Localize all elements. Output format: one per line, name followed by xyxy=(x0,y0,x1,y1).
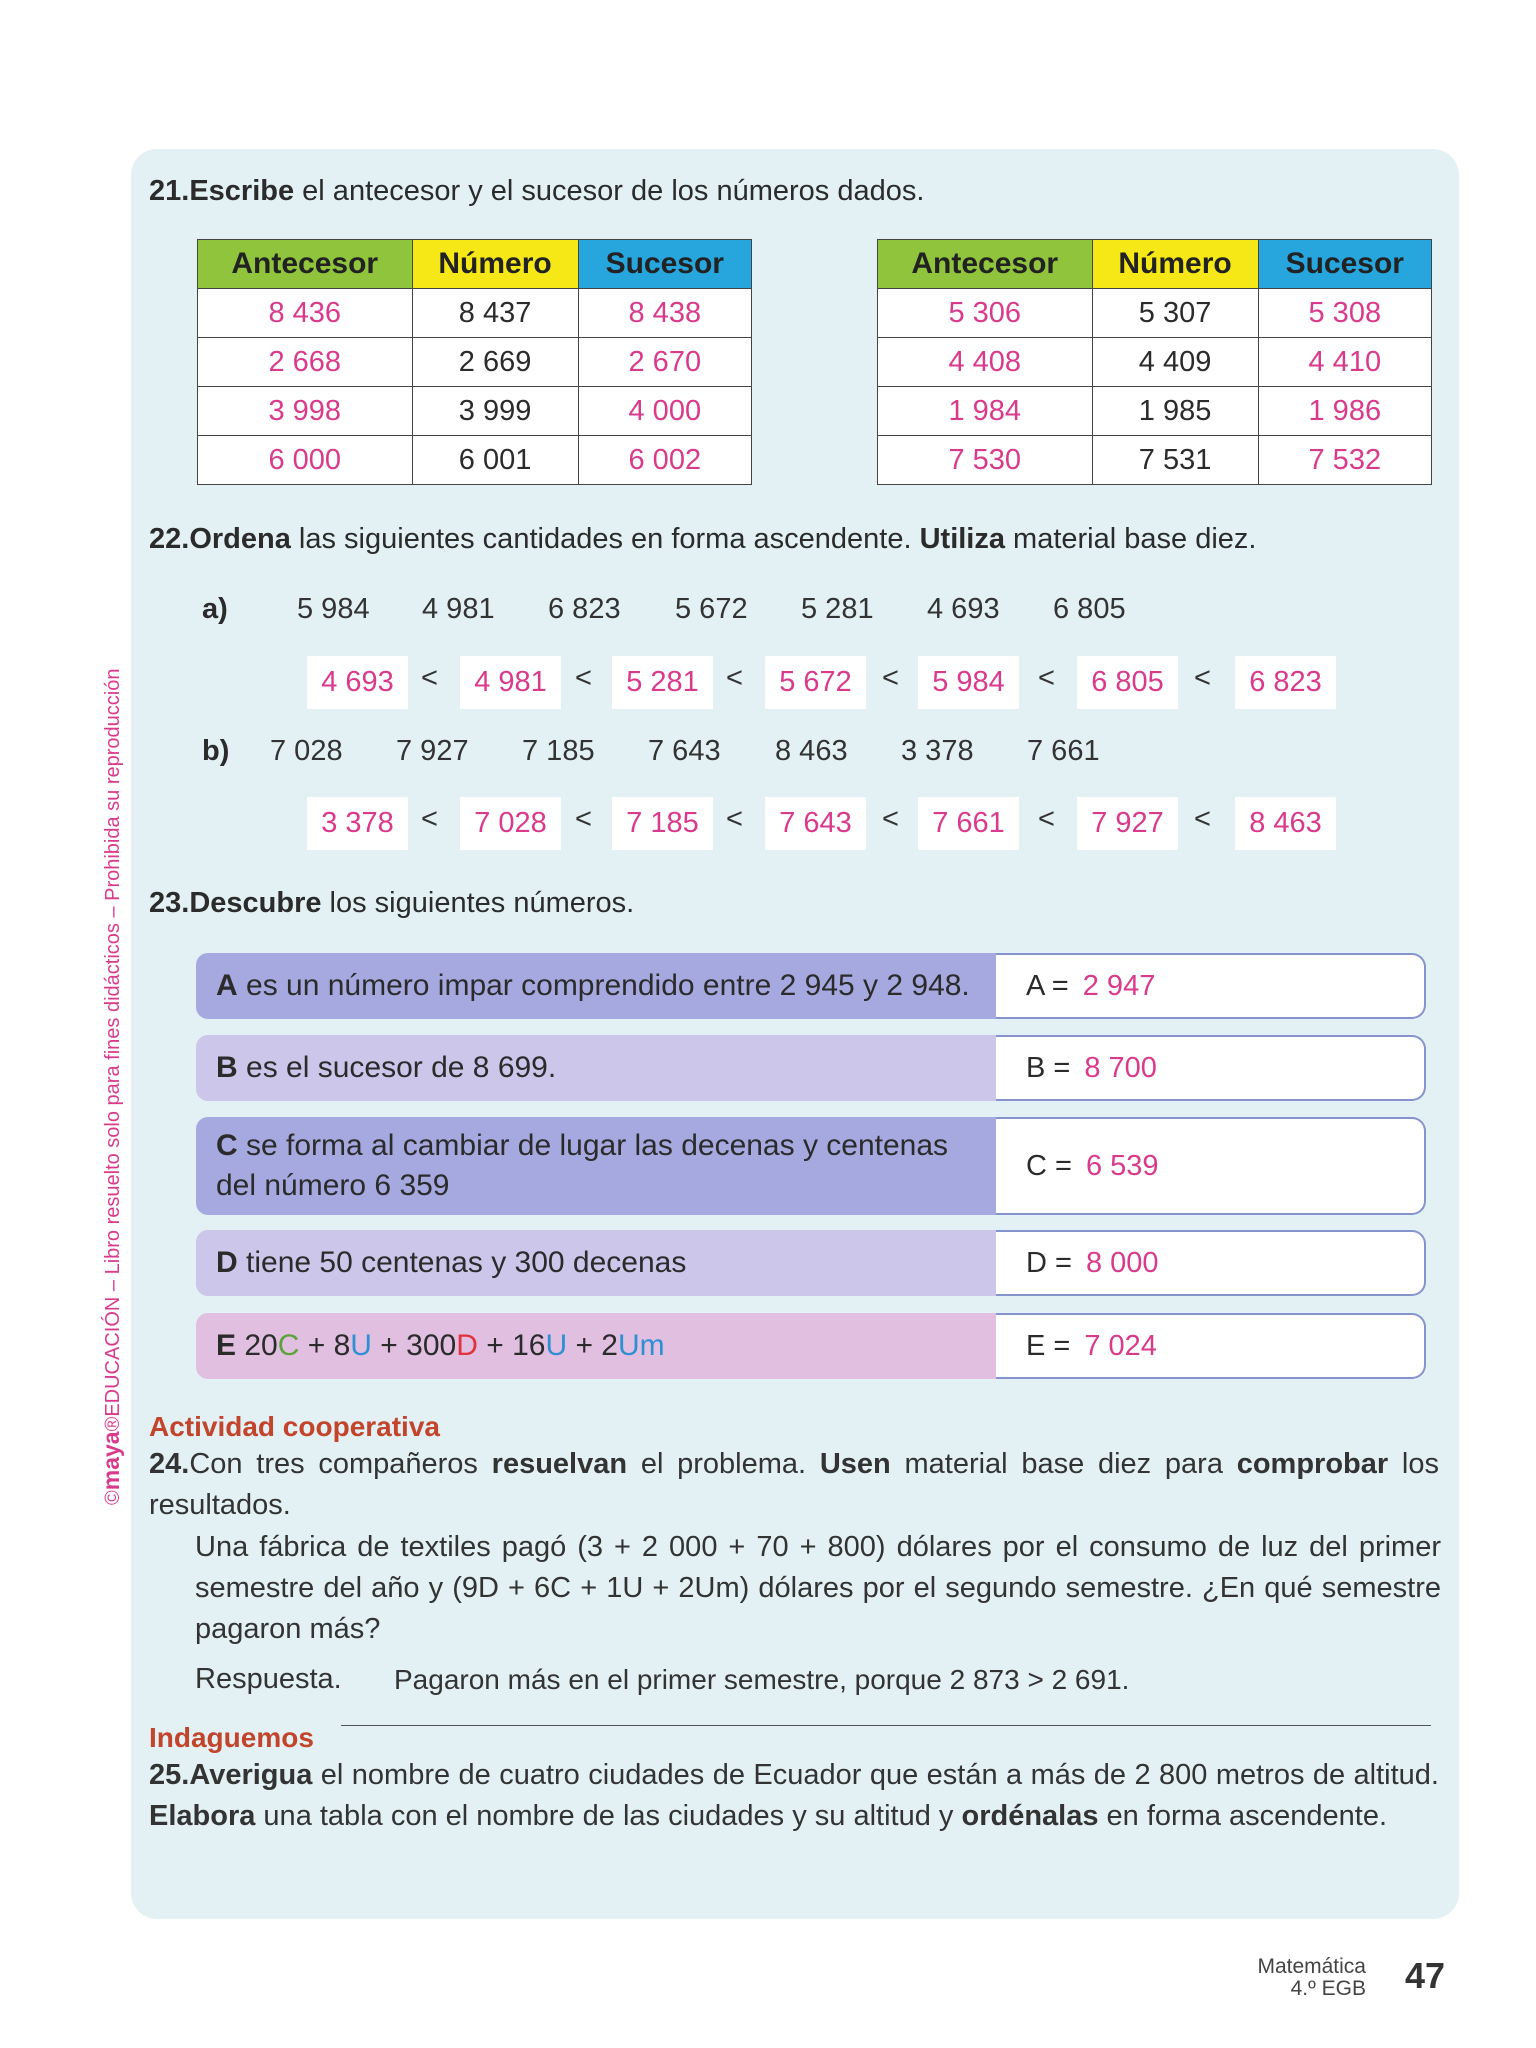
q24-text: el problema. xyxy=(627,1448,820,1480)
answer-d xyxy=(996,1230,1426,1296)
copyright-sidebar xyxy=(98,669,125,1505)
cell-antecesor: 1 984 xyxy=(878,387,1093,436)
q24-bold: comprobar xyxy=(1236,1448,1389,1480)
q21-heading xyxy=(149,171,924,211)
less-than-sign: < xyxy=(575,662,592,694)
clue-part-u: U xyxy=(350,1329,372,1362)
answer-a xyxy=(996,953,1426,1019)
clue-part: + 300 xyxy=(371,1329,457,1362)
q21-number: 21. xyxy=(149,175,190,207)
footer-subject-name: Matemática xyxy=(1257,1955,1366,1978)
less-than-sign: < xyxy=(1038,803,1055,835)
q24-answer: Pagaron más en el primer semestre, porque 2 873 > 2 691. xyxy=(394,1664,1130,1695)
q23-row-c xyxy=(196,1117,1426,1215)
cell-numero: 2 669 xyxy=(412,338,578,387)
clue-part-u: U xyxy=(545,1329,568,1362)
less-than-sign: < xyxy=(575,803,592,835)
registered-mark: ® xyxy=(102,1416,124,1432)
q22b-answer-box: 7 185 xyxy=(612,797,713,850)
table-row xyxy=(878,387,1432,436)
header-antecesor: Antecesor xyxy=(198,240,413,289)
clue-d xyxy=(196,1230,1008,1296)
q23-heading xyxy=(149,883,634,923)
clue-text: es el sucesor de 8 699. xyxy=(237,1051,557,1084)
header-sucesor: Sucesor xyxy=(578,240,751,289)
q24-text: los resultados. xyxy=(149,1448,1439,1521)
q21-table-right xyxy=(877,239,1432,485)
cell-antecesor: 8 436 xyxy=(198,289,413,338)
clue-part-c: C xyxy=(277,1329,300,1362)
answer-label: C = xyxy=(1026,1149,1072,1182)
q24-bold: Usen xyxy=(819,1448,891,1480)
less-than-sign: < xyxy=(1194,662,1211,694)
q22-number: 22. xyxy=(149,523,190,555)
answer-label: B = xyxy=(1026,1051,1071,1084)
q22a-number: 6 805 xyxy=(1053,593,1126,625)
q25-bold: ordénalas xyxy=(961,1800,1099,1832)
q21-verb: Escribe xyxy=(189,175,295,207)
less-than-sign: < xyxy=(421,803,438,835)
q22a-number: 5 281 xyxy=(801,593,874,625)
clue-c xyxy=(196,1117,1008,1215)
cell-sucesor: 6 002 xyxy=(578,436,751,485)
q23-number: 23. xyxy=(149,887,190,919)
cell-numero: 4 409 xyxy=(1092,338,1258,387)
q22a-number: 5 672 xyxy=(675,593,748,625)
q25-bold: Averigua xyxy=(189,1759,313,1791)
q23-verb: Descubre xyxy=(189,887,322,919)
answer-e xyxy=(996,1313,1426,1379)
q24-text: Con tres compañeros xyxy=(189,1448,492,1480)
q25-text: el nombre de cuatro ciudades de Ecuador que están a más de 2 800 metros de altitud. xyxy=(312,1759,1439,1791)
q22b-answer-box: 3 378 xyxy=(307,797,408,850)
q23-text: los siguientes números. xyxy=(321,887,635,919)
q23-row-d xyxy=(196,1230,1426,1296)
cell-sucesor: 5 308 xyxy=(1258,289,1431,338)
q22b-answer-box: 8 463 xyxy=(1235,797,1336,850)
clue-part: + 2 xyxy=(567,1329,618,1362)
q22-verb: Ordena xyxy=(189,523,291,555)
cell-sucesor: 7 532 xyxy=(1258,436,1431,485)
clue-text: tiene 50 centenas y 300 decenas xyxy=(237,1246,687,1279)
header-numero: Número xyxy=(412,240,578,289)
footer-subject xyxy=(1257,1956,1366,2000)
cell-antecesor: 3 998 xyxy=(198,387,413,436)
q22a-number: 6 823 xyxy=(548,593,621,625)
q24-number: 24. xyxy=(149,1448,190,1480)
q22-verb2: Utiliza xyxy=(919,523,1005,555)
cell-antecesor: 7 530 xyxy=(878,436,1093,485)
cell-numero: 6 001 xyxy=(412,436,578,485)
q25-instructions xyxy=(149,1755,1439,1837)
answer-value: 8 700 xyxy=(1084,1051,1157,1084)
q22a-answer-box: 5 672 xyxy=(765,656,866,709)
section-indaguemos: Indaguemos xyxy=(149,1722,314,1753)
clue-part: + 16 xyxy=(477,1329,546,1362)
table-row xyxy=(878,436,1432,485)
table-row xyxy=(198,436,752,485)
clue-letter: A xyxy=(216,969,238,1002)
page-number: 47 xyxy=(1405,1955,1446,1996)
clue-letter: E xyxy=(216,1329,237,1362)
cell-antecesor: 2 668 xyxy=(198,338,413,387)
cell-numero: 8 437 xyxy=(412,289,578,338)
answer-b xyxy=(996,1035,1426,1101)
q22b-number: 7 185 xyxy=(522,735,595,767)
cell-antecesor: 6 000 xyxy=(198,436,413,485)
q21-text: el antecesor y el sucesor de los números dados. xyxy=(294,175,925,207)
clue-part: 20 xyxy=(236,1329,278,1362)
q22a-answer-box: 5 281 xyxy=(612,656,713,709)
answer-value: 2 947 xyxy=(1082,969,1156,1002)
q22b-number: 7 927 xyxy=(396,735,469,767)
table-row xyxy=(878,289,1432,338)
clue-part-um: Um xyxy=(617,1329,665,1362)
q25-text: en forma ascendente. xyxy=(1098,1800,1388,1832)
q25-bold: Elabora xyxy=(149,1800,256,1832)
q23-row-b xyxy=(196,1035,1426,1101)
table-row xyxy=(198,387,752,436)
q22-heading xyxy=(149,519,1256,559)
q23-row-a xyxy=(196,953,1426,1019)
table-row xyxy=(878,338,1432,387)
q22a-answer-box: 4 693 xyxy=(307,656,408,709)
answer-label: A = xyxy=(1026,969,1069,1002)
answer-label: D = xyxy=(1026,1246,1072,1279)
cell-sucesor: 2 670 xyxy=(578,338,751,387)
answer-label: E = xyxy=(1026,1329,1071,1362)
copyright-text: EDUCACIÓN – Libro resuelto solo para fines didácticos – Prohibida su reproducción xyxy=(102,668,124,1417)
less-than-sign: < xyxy=(882,803,899,835)
q24-text: material base diez para xyxy=(890,1448,1237,1480)
cell-sucesor: 8 438 xyxy=(578,289,751,338)
header-antecesor: Antecesor xyxy=(878,240,1093,289)
q22-text: las siguientes cantidades en forma ascendente. xyxy=(290,523,920,555)
cell-sucesor: 4 410 xyxy=(1258,338,1431,387)
section-actividad-cooperativa: Actividad cooperativa xyxy=(149,1411,440,1442)
cell-numero: 7 531 xyxy=(1092,436,1258,485)
clue-a xyxy=(196,953,1008,1019)
q22b-number: 7 661 xyxy=(1027,735,1100,767)
clue-text: se forma al cambiar de lugar las decenas y centenas xyxy=(237,1129,949,1162)
answer-value: 8 000 xyxy=(1085,1246,1159,1279)
less-than-sign: < xyxy=(726,662,743,694)
less-than-sign: < xyxy=(726,803,743,835)
brand-logo: maya xyxy=(98,1431,124,1491)
clue-e xyxy=(196,1313,1008,1379)
less-than-sign: < xyxy=(882,662,899,694)
q22b-answer-box: 7 927 xyxy=(1077,797,1178,850)
q22b-number: 3 378 xyxy=(901,735,974,767)
header-numero: Número xyxy=(1092,240,1258,289)
clue-text: es un número impar comprendido entre 2 945 y 2 948. xyxy=(237,969,970,1002)
clue-part-d: D xyxy=(456,1329,478,1362)
cell-numero: 1 985 xyxy=(1092,387,1258,436)
cell-antecesor: 5 306 xyxy=(878,289,1093,338)
q22b-answer-box: 7 661 xyxy=(918,797,1019,850)
q22a-number: 5 984 xyxy=(297,593,370,625)
clue-letter: B xyxy=(216,1051,238,1084)
copyright-symbol: © xyxy=(102,1490,124,1505)
answer-value: 7 024 xyxy=(1084,1329,1157,1362)
clue-letter: C xyxy=(216,1129,238,1162)
q22b-answer-box: 7 028 xyxy=(460,797,561,850)
q22a-answer-box: 5 984 xyxy=(918,656,1019,709)
cell-numero: 5 307 xyxy=(1092,289,1258,338)
q22b-label: b) xyxy=(202,735,230,767)
table-row xyxy=(198,338,752,387)
q24-answer-label: Respuesta. xyxy=(195,1663,342,1695)
q24-problem: Una fábrica de textiles pagó (3 + 2 000 + 70 + 800) dólares por el consumo de luz del primer semestre del año y (9D + 6C + 1U + 2Um) dólares por el segundo semestre. ¿En qué semestre pagaron más? xyxy=(195,1531,1441,1645)
q22b-number: 7 643 xyxy=(648,735,721,767)
answer-c xyxy=(996,1117,1426,1215)
cell-antecesor: 4 408 xyxy=(878,338,1093,387)
q25-text: una tabla con el nombre de las ciudades y su altitud y xyxy=(255,1800,962,1832)
cell-sucesor: 1 986 xyxy=(1258,387,1431,436)
q22a-number: 4 981 xyxy=(422,593,495,625)
less-than-sign: < xyxy=(1194,803,1211,835)
header-sucesor: Sucesor xyxy=(1258,240,1431,289)
clue-text-line2: del número 6 359 xyxy=(216,1169,450,1202)
q22a-answer-box: 6 823 xyxy=(1235,656,1336,709)
table-row xyxy=(198,289,752,338)
cell-sucesor: 4 000 xyxy=(578,387,751,436)
less-than-sign: < xyxy=(421,662,438,694)
q22b-answer-box: 7 643 xyxy=(765,797,866,850)
footer-grade: 4.º EGB xyxy=(1290,1977,1366,2000)
q22b-number: 7 028 xyxy=(270,735,343,767)
q22b-number: 8 463 xyxy=(775,735,848,767)
q24-instructions xyxy=(149,1444,1439,1526)
q23-row-e xyxy=(196,1313,1426,1379)
q25-number: 25. xyxy=(149,1759,190,1791)
less-than-sign: < xyxy=(1038,662,1055,694)
q22a-answer-box: 6 805 xyxy=(1077,656,1178,709)
clue-letter: D xyxy=(216,1246,238,1279)
clue-b xyxy=(196,1035,1008,1101)
clue-part: + 8 xyxy=(299,1329,351,1362)
q21-table-left xyxy=(197,239,752,485)
q22a-label: a) xyxy=(202,593,228,625)
q24-bold: resuelvan xyxy=(491,1448,628,1480)
cell-numero: 3 999 xyxy=(412,387,578,436)
q22-text-end: material base diez. xyxy=(1005,523,1257,555)
q22a-answer-box: 4 981 xyxy=(460,656,561,709)
q22a-number: 4 693 xyxy=(927,593,1000,625)
answer-value: 6 539 xyxy=(1085,1149,1159,1182)
